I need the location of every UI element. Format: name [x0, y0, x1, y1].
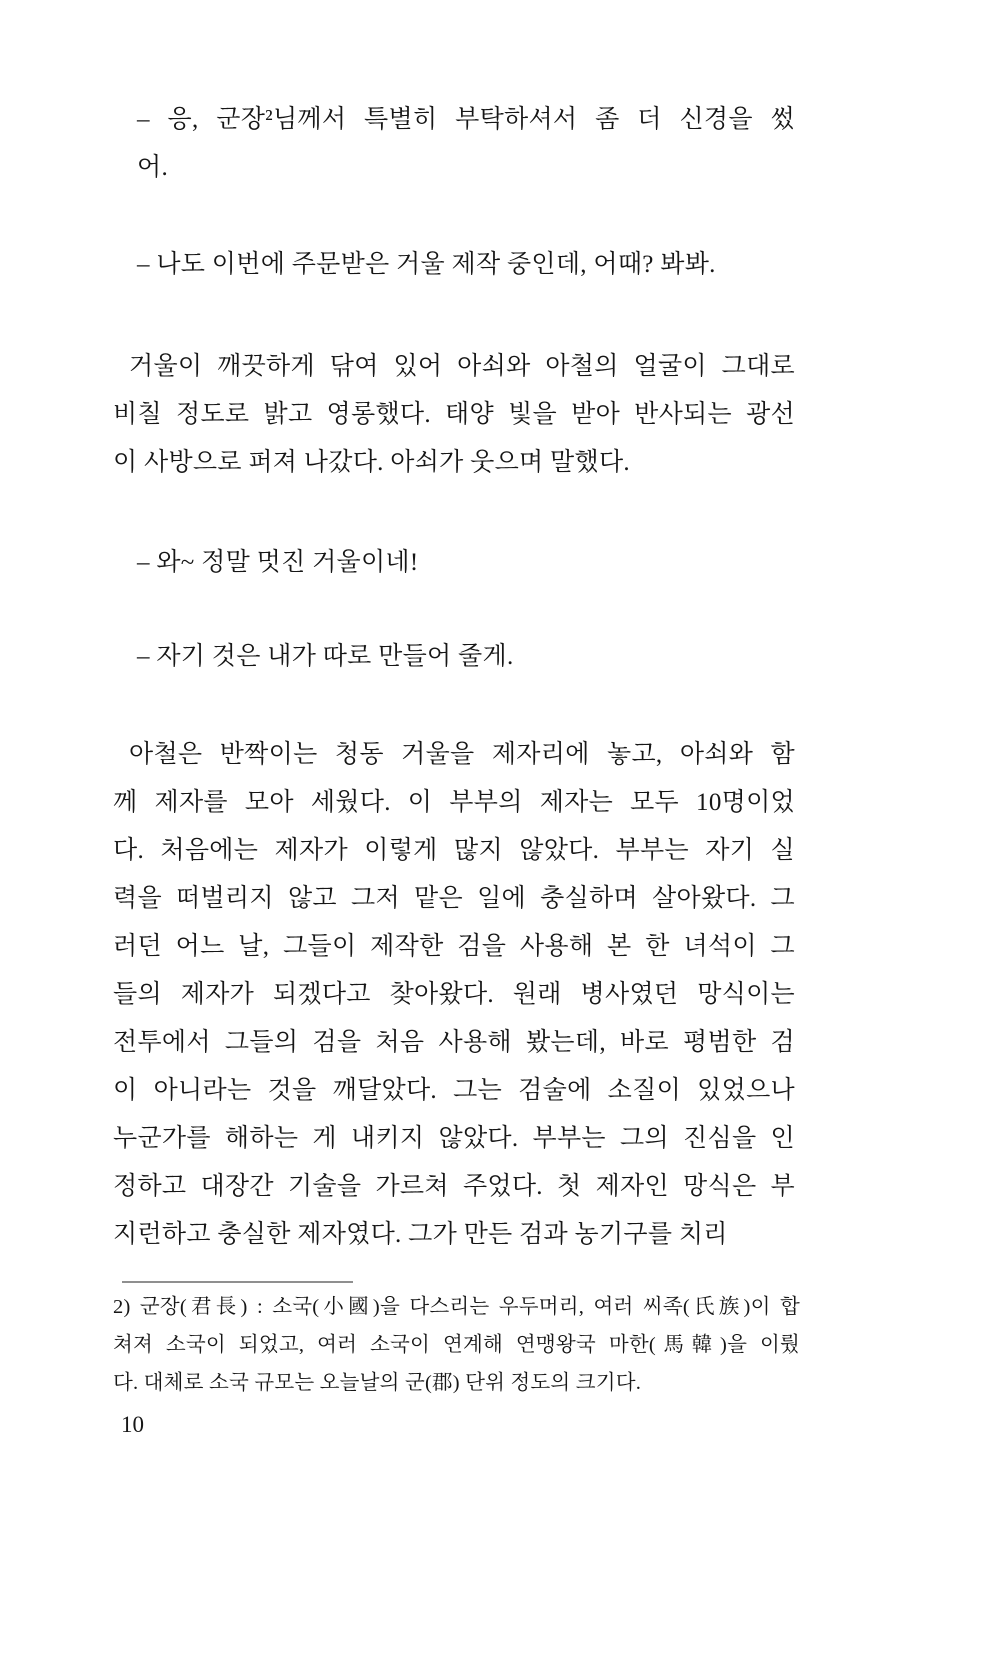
footnote-line: 2) 군장(君長) : 소국(小國)을 다스리는 우두머리, 여러 씨족(氏族)이 합 [113, 1296, 800, 1318]
paragraph-block [113, 343, 795, 487]
text-line: 정하고 대장간 기술을 가르쳐 주었다. 첫 제자인 망식은 부 [113, 1173, 795, 1200]
dialogue-block [113, 96, 795, 192]
text-line: 이 사방으로 퍼져 나갔다. 아쇠가 웃으며 말했다. [113, 449, 630, 476]
page-number: 10 [121, 1412, 144, 1437]
text-line: – 자기 것은 내가 따로 만들어 줄게. [137, 643, 514, 670]
text-line: 다. 처음에는 제자가 이렇게 많지 않았다. 부부는 자기 실 [113, 837, 795, 864]
dialogue-block [113, 539, 795, 587]
text-line: 력을 떠벌리지 않고 그저 맡은 일에 충실하며 살아왔다. 그 [113, 885, 795, 912]
text-line: 아철은 반짝이는 청동 거울을 제자리에 놓고, 아쇠와 함 [129, 741, 795, 768]
text-line: 러던 어느 날, 그들이 제작한 검을 사용해 본 한 녀석이 그 [113, 933, 795, 960]
footnote [113, 1288, 800, 1402]
footnote-line: 쳐져 소국이 되었고, 여러 소국이 연계해 연맹왕국 마한(馬韓)을 이뤘 [113, 1334, 800, 1356]
text-line: 전투에서 그들의 검을 처음 사용해 봤는데, 바로 평범한 검 [113, 1029, 795, 1056]
text-line: 께 제자를 모아 세웠다. 이 부부의 제자는 모두 10명이었 [113, 789, 795, 816]
text-line: 지런하고 충실한 제자였다. 그가 만든 검과 농기구를 치리 [113, 1221, 728, 1248]
text-line: 비칠 정도로 밝고 영롱했다. 태양 빛을 받아 반사되는 광선 [113, 401, 795, 428]
text-line: – 와~ 정말 멋진 거울이네! [137, 549, 419, 576]
text-line: – 나도 이번에 주문받은 거울 제작 중인데, 어때? 봐봐. [137, 251, 716, 278]
dialogue-block [113, 633, 795, 681]
text-line: 들의 제자가 되겠다고 찾아왔다. 원래 병사였던 망식이는 [113, 981, 795, 1008]
footnote-separator [122, 1281, 353, 1283]
footnote-line: 다. 대체로 소국 규모는 오늘날의 군(郡) 단위 정도의 크기다. [113, 1372, 642, 1394]
paragraph-block [113, 731, 795, 1259]
text-line: 이 아니라는 것을 깨달았다. 그는 검술에 소질이 있었으나 [113, 1077, 795, 1104]
dialogue-block [113, 241, 795, 289]
text-line: 어. [137, 154, 169, 181]
text-line: 누군가를 해하는 게 내키지 않았다. 부부는 그의 진심을 인 [113, 1125, 795, 1152]
text-line: – 응, 군장²님께서 특별히 부탁하셔서 좀 더 신경을 썼 [137, 106, 795, 133]
text-line: 거울이 깨끗하게 닦여 있어 아쇠와 아철의 얼굴이 그대로 [129, 353, 795, 380]
